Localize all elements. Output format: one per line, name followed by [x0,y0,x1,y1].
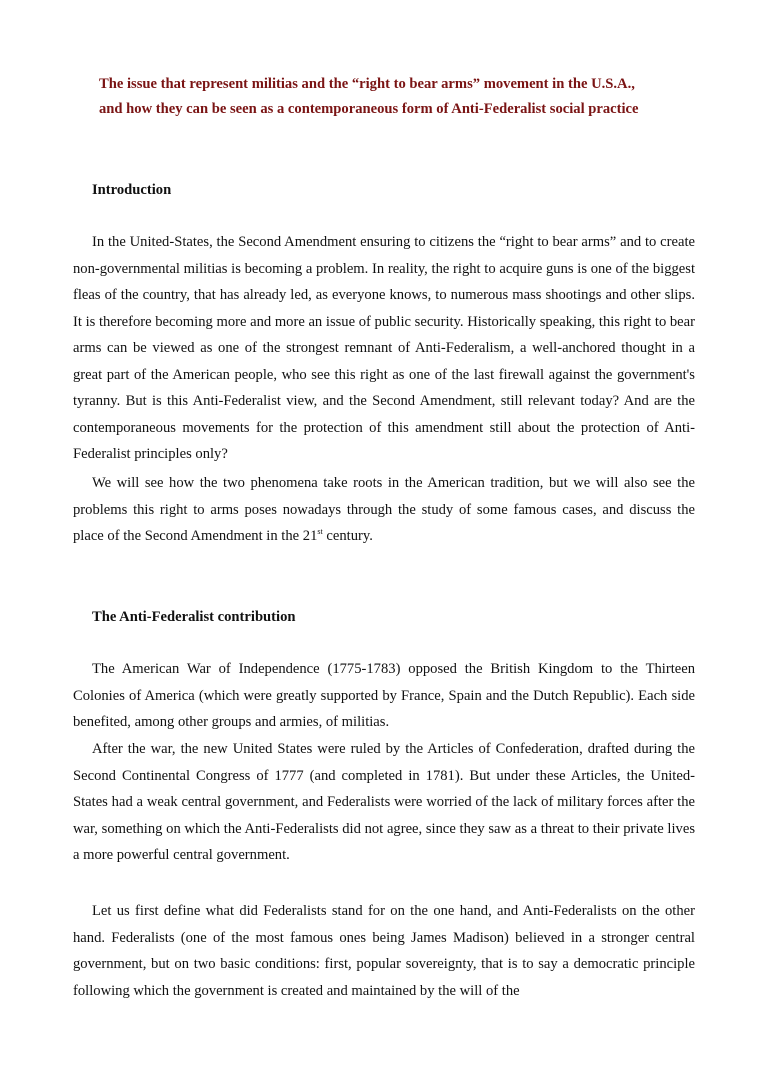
introduction-paragraph-2 [73,470,695,550]
introduction-paragraph-2-text: We will see how the two phenomena take roots in the American tradition, but we will also see the problems this right to arms poses nowadays through the study of some famous cases, and discuss the place of the Second Amendment in the 21 [73,475,695,544]
introduction-paragraph-2-end: century. [322,528,373,544]
introduction-paragraph-1: In the United-States, the Second Amendment ensuring to citizens the “right to bear arms” and to create non-governmental militias is becoming a problem. In reality, the right to acquire guns is one of the biggest fleas of the country, that has already led, as everyone knows, to numerous mass shootings and other slips. It is therefore becoming more and more an issue of public security. Historically speaking, this right to bear arms can be viewed as one of the strongest remnant of Anti-Federalism, a well-anchored thought in a great part of the American people, who see this right as one of the last firewall against the government's tyranny. But is this Anti-Federalist view, and the Second Amendment, still relevant today? And are the contemporaneous movements for the protection of this amendment still about the protection of Anti-Federalist principles only? [73,234,695,462]
title-line-2: and how they can be seen as a contemporaneous form of Anti-Federalist social practice [99,101,639,117]
title-line-1: The issue that represent militias and the “right to bear arms” movement in the U.S.A., [99,76,635,92]
ordinal-suffix: st [317,527,323,536]
section-heading-introduction: Introduction [92,182,172,198]
anti-federalist-paragraph-1: The American War of Independence (1775-1783) opposed the British Kingdom to the Thirteen Colonies of America (which were greatly supported by France, Spain and the Dutch Republic). Each side benefited, among other groups and armies, of militias. [73,661,695,730]
anti-federalist-paragraph-3: Let us first define what did Federalists stand for on the one hand, and Anti-Federalists on the other hand. Federalists (one of the most famous ones being James Madison) believed in a stronger central government, but on two basic conditions: first, popular sovereignty, that is to say a democratic principle following which the government is created and maintained by the will of the [73,903,695,999]
section-heading-anti-federalist: The Anti-Federalist contribution [92,609,296,625]
anti-federalist-paragraph-2: After the war, the new United States were ruled by the Articles of Confederation, drafted during the Second Continental Congress of 1777 (and completed in 1781). But under these Articles, the United-States had a weak central government, and Federalists were worried of the lack of military forces after the war, something on which the Anti-Federalists did not agree, since they saw as a threat to their private lives a more powerful central government. [73,741,695,863]
document-title [99,72,719,122]
